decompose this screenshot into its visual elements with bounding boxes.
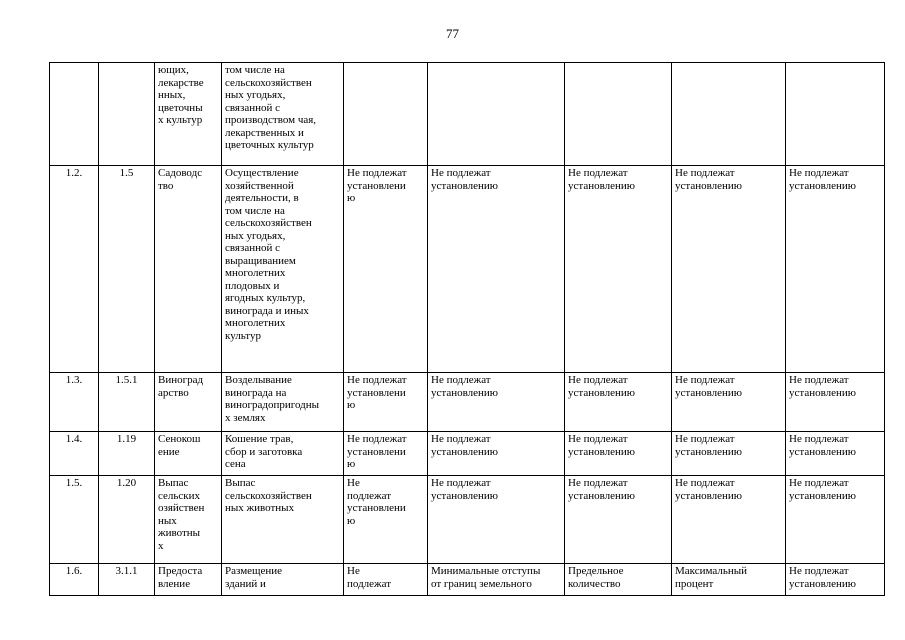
parameter-cell: Не подлежат установлению	[428, 166, 565, 373]
row-number-cell: 1.2.	[50, 166, 99, 373]
row-number-cell: 1.6.	[50, 564, 99, 596]
use-name-cell: Выпас сельских озяйствен ных животны х	[155, 476, 222, 564]
parameter-cell: Не подлежат установлению	[786, 476, 885, 564]
use-description-cell: Выпас сельскохозяйствен ных животных	[222, 476, 344, 564]
table-row	[50, 432, 885, 476]
row-number-cell: 1.3.	[50, 373, 99, 432]
parameter-cell: Не подлежат установлению	[672, 373, 786, 432]
table-row	[50, 564, 885, 596]
use-code-cell: 1.5	[99, 166, 155, 373]
parameter-cell: Не подлежат установлени ю	[344, 476, 428, 564]
table-row	[50, 373, 885, 432]
parameter-cell: Не подлежат установлению	[565, 432, 672, 476]
parameter-cell: Не подлежат установлени ю	[344, 373, 428, 432]
parameter-cell	[428, 63, 565, 166]
use-name-cell: Сенокош ение	[155, 432, 222, 476]
parameter-cell: Максимальный процент	[672, 564, 786, 596]
parameter-cell	[786, 63, 885, 166]
page-number: 77	[446, 26, 459, 41]
use-description-cell: Осуществление хозяйственной деятельности, в том числе на сельскохозяйствен ных угодьях, связанной с выращиванием многолетних плодовых и ягодных культур, винограда и иных многолетних культур	[222, 166, 344, 373]
use-name-cell: Виноград арство	[155, 373, 222, 432]
parameter-cell	[672, 63, 786, 166]
parameter-cell: Не подлежат установлению	[786, 564, 885, 596]
use-description-cell: Кошение трав, сбор и заготовка сена	[222, 432, 344, 476]
use-code-cell: 3.1.1	[99, 564, 155, 596]
parameter-cell: Не подлежат установлению	[786, 432, 885, 476]
use-description-cell: том числе на сельскохозяйствен ных угодьях, связанной с производством чая, лекарственных и цветочных культур	[222, 63, 344, 166]
use-code-cell: 1.19	[99, 432, 155, 476]
parameter-cell	[344, 63, 428, 166]
parameter-cell: Не подлежат установлению	[672, 432, 786, 476]
parameter-cell: Не подлежат установлени ю	[344, 432, 428, 476]
parameter-cell: Не подлежат установлению	[565, 476, 672, 564]
parameter-cell: Не подлежат установлению	[565, 166, 672, 373]
parameter-cell: Не подлежат	[344, 564, 428, 596]
use-name-cell: Предоста вление	[155, 564, 222, 596]
use-code-cell: 1.5.1	[99, 373, 155, 432]
table-row	[50, 166, 885, 373]
parameter-cell	[565, 63, 672, 166]
parameter-cell: Не подлежат установлени ю	[344, 166, 428, 373]
parameter-cell: Предельное количество	[565, 564, 672, 596]
row-number-cell: 1.4.	[50, 432, 99, 476]
parameter-cell: Не подлежат установлению	[786, 166, 885, 373]
parameter-cell: Не подлежат установлению	[672, 166, 786, 373]
parameter-cell: Не подлежат установлению	[428, 432, 565, 476]
use-name-cell: ющих, лекарстве нных, цветочны х культур	[155, 63, 222, 166]
parameter-cell: Не подлежат установлению	[786, 373, 885, 432]
parameter-cell: Не подлежат установлению	[428, 373, 565, 432]
use-description-cell: Размещение зданий и	[222, 564, 344, 596]
parameter-cell: Не подлежат установлению	[428, 476, 565, 564]
use-code-cell	[99, 63, 155, 166]
parameter-cell: Минимальные отступы от границ земельного	[428, 564, 565, 596]
parameter-cell: Не подлежат установлению	[672, 476, 786, 564]
use-description-cell: Возделывание винограда на виноградопригодны х землях	[222, 373, 344, 432]
row-number-cell	[50, 63, 99, 166]
use-code-cell: 1.20	[99, 476, 155, 564]
land-use-regulations-table	[49, 62, 885, 596]
row-number-cell: 1.5.	[50, 476, 99, 564]
use-name-cell: Садоводс тво	[155, 166, 222, 373]
parameter-cell: Не подлежат установлению	[565, 373, 672, 432]
table-row	[50, 476, 885, 564]
table-row	[50, 63, 885, 166]
